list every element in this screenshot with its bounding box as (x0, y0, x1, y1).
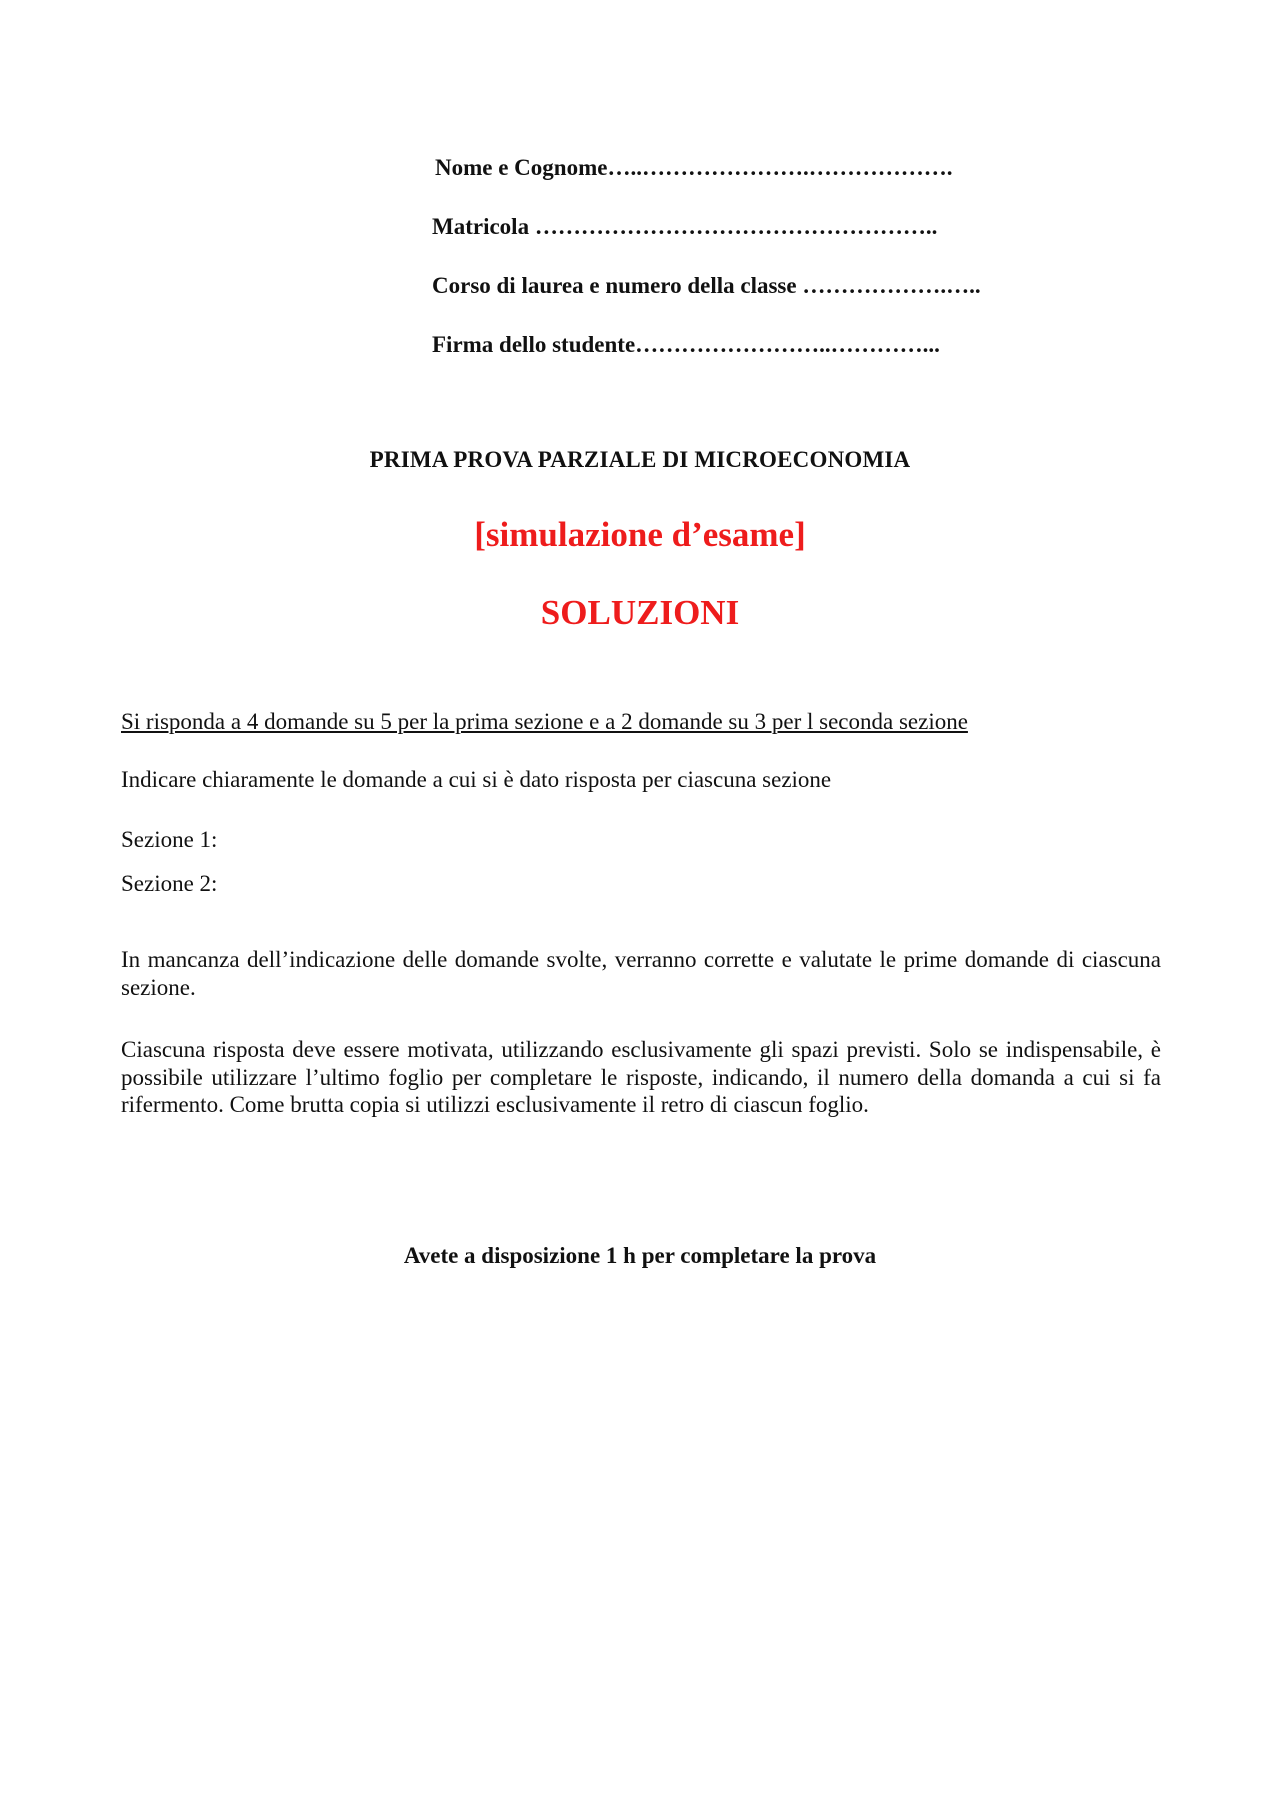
exam-title: PRIMA PROVA PARZIALE DI MICROECONOMIA (369, 447, 911, 472)
missing-indication-paragraph: In mancanza dell’indicazione delle domande svolte, verranno corrette e valutate le prime domande di ciascuna sezione. (121, 947, 1161, 1000)
name-field-line[interactable]: Nome e Cognome…..………………….………………. (435, 155, 953, 180)
answer-count-instruction: Si risponda a 4 domande su 5 per la prima sezione e a 2 domande su 3 per l seconda sezione (121, 709, 968, 734)
solutions-heading: SOLUZIONI (540, 593, 740, 632)
exam-subtitle: [simulazione d’esame] (474, 515, 806, 554)
signature-field-line[interactable]: Firma dello studente……………………..…………... (432, 332, 940, 357)
student-id-field-line[interactable]: Matricola …………………………………………….. (432, 214, 938, 239)
answer-rules-paragraph: Ciascuna risposta deve essere motivata, utilizzando esclusivamente gli spazi previsti. Solo se indispensabile, è possibile utilizzare l’ultimo foglio per completare le risposte, indicando, il numero della domanda a cui si fa rifermento. Come brutta copia si utilizzi esclusivamente il retro di ciascun foglio. (121, 1037, 1161, 1117)
time-limit-note: Avete a disposizione 1 h per completare la prova (403, 1243, 877, 1268)
course-field-line[interactable]: Corso di laurea e numero della classe ……………….….. (432, 273, 981, 298)
indicate-questions-instruction: Indicare chiaramente le domande a cui si è dato risposta per ciascuna sezione (121, 767, 832, 792)
section-2-label: Sezione 2: (121, 871, 218, 896)
student-info-fields (432, 154, 1072, 390)
section-1-label: Sezione 1: (121, 827, 218, 852)
